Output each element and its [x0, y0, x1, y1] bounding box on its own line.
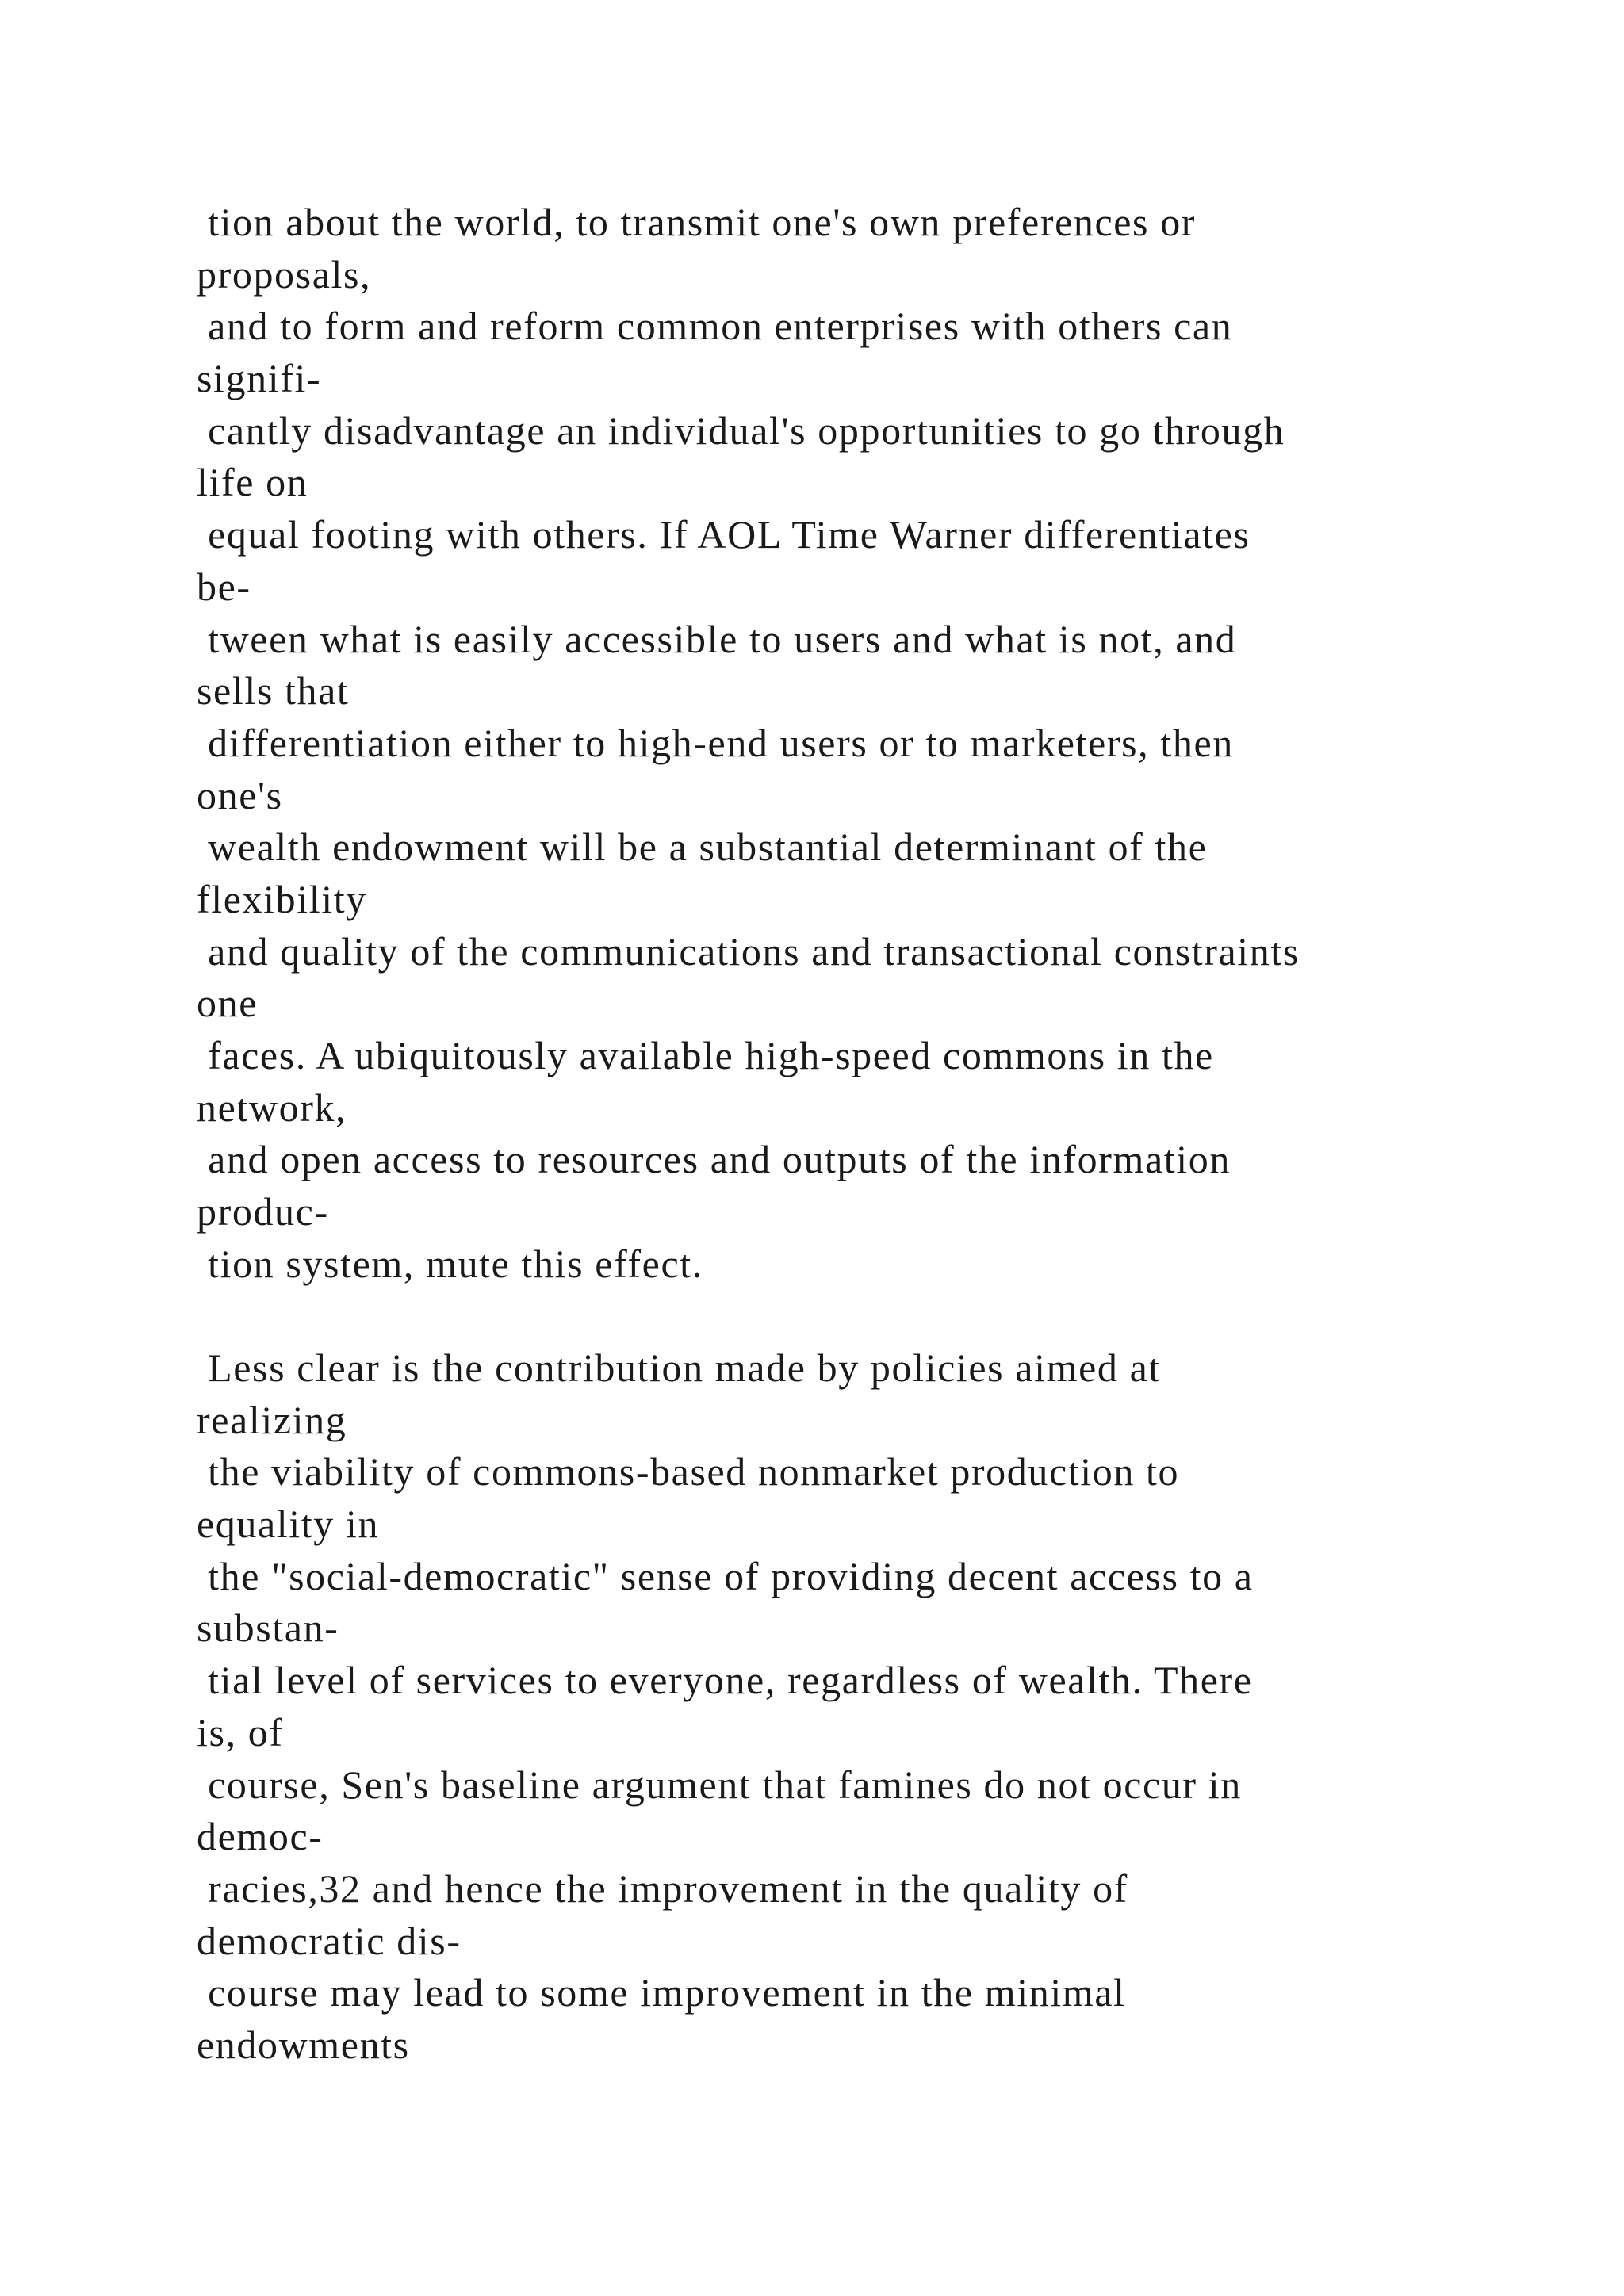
- text-line: sells that: [197, 668, 350, 714]
- text-line: and quality of the communications and transactional constraints: [197, 928, 1300, 974]
- text-line: course may lead to some improvement in the minimal: [197, 1970, 1126, 2015]
- text-line: endowments: [197, 2022, 410, 2067]
- text-line: course, Sen's baseline argument that famines do not occur in: [197, 1762, 1242, 1807]
- text-line: flexibility: [197, 876, 367, 921]
- text-line: Less clear is the contribution made by policies aimed at: [197, 1345, 1161, 1390]
- text-line: be-: [197, 564, 251, 609]
- text-line: signifi-: [197, 356, 322, 401]
- text-line: equal footing with others. If AOL Time Warner differentiates: [197, 512, 1251, 557]
- text-line: racies,32 and hence the improvement in the quality of: [197, 1866, 1128, 1911]
- text-line: produc-: [197, 1189, 329, 1234]
- paragraph-2: [197, 1342, 1513, 2072]
- text-line: proposals,: [197, 251, 372, 297]
- text-line: faces. A ubiquitously available high-speed commons in the: [197, 1033, 1214, 1077]
- text-line: is, of: [197, 1709, 284, 1755]
- text-line: cantly disadvantage an individual's opportunities to go through: [197, 408, 1285, 453]
- text-line: and to form and reform common enterprises with others can: [197, 304, 1233, 349]
- text-line: equality in: [197, 1502, 380, 1547]
- text-line: life on: [197, 460, 308, 505]
- text-line: one: [197, 981, 258, 1026]
- text-line: differentiation either to high-end users or to marketers, then: [197, 720, 1234, 765]
- text-line: tween what is easily accessible to users and what is not, and: [197, 616, 1237, 661]
- text-line: one's: [197, 772, 283, 817]
- text-line: democ-: [197, 1814, 324, 1859]
- text-line: wealth endowment will be a substantial determinant of the: [197, 825, 1208, 870]
- paragraph-1: [197, 197, 1513, 1290]
- text-line: substan-: [197, 1605, 339, 1651]
- text-line: the viability of commons-based nonmarket production to: [197, 1449, 1180, 1494]
- text-line: and open access to resources and outputs of the information: [197, 1137, 1231, 1182]
- text-line: democratic dis-: [197, 1918, 462, 1963]
- text-line: network,: [197, 1085, 347, 1130]
- text-line: tial level of services to everyone, regardless of wealth. There: [197, 1658, 1253, 1703]
- text-line: tion about the world, to transmit one's own preferences or: [197, 200, 1197, 244]
- text-line: realizing: [197, 1397, 347, 1442]
- text-line: the "social-democratic" sense of providing decent access to a: [197, 1553, 1254, 1598]
- text-line: tion system, mute this effect.: [197, 1241, 703, 1286]
